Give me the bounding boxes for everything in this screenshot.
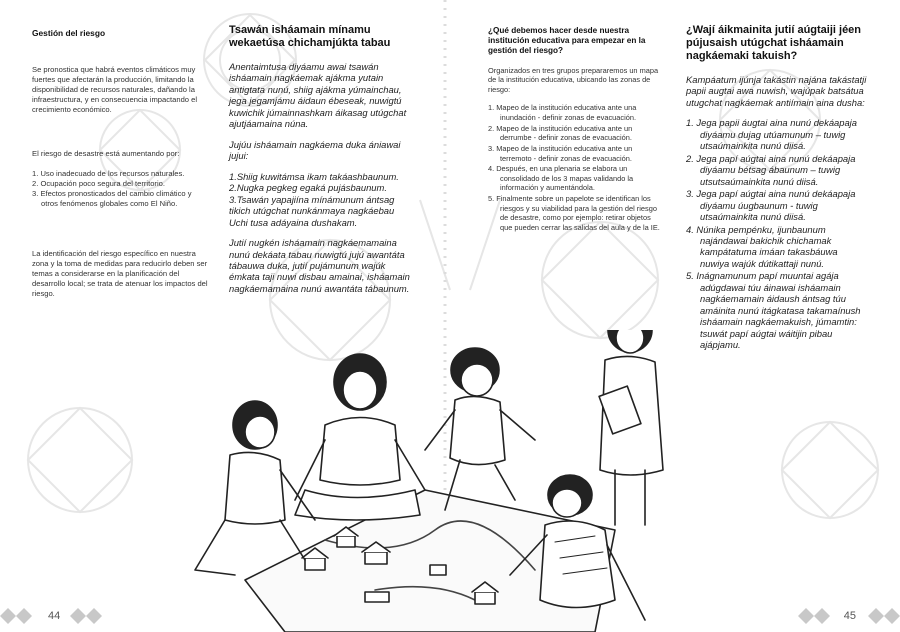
paragraph: Anentaimtusa diyáamu awai tsawán isháamain nagkáemak ajákma yutain antigtata nunú, shiig ajákma yúmainchau, jega jegamjámu áidaun ébeseak, nuwigtú kuwichik júmainnashkam áikasag utúgchat ajutjáamaina núna. bbox=[229, 60, 407, 130]
list-item: 2. Jega papí aúgtai aina nunú dekáapaja diyáamu bétsag ábaunum – tuwig utsutsaúmainkita nunú diisá. bbox=[686, 152, 856, 187]
section-heading: ¿Wají áikmainita jutií aúgtaiji jéen pújusaish utúgchat isháamain nagkáemaki takuish? bbox=[686, 24, 862, 62]
list-item: 3. Efectos pronosticados del cambio climático y otros fenómenos globales como El Niño. bbox=[32, 189, 192, 209]
list-item: 4. Núnika pempénku, ijunbaunum najándawai bakichik chichamak kampátatuma imáan takasbáuwa nuwiya wajúk dútikattaji nunú. bbox=[686, 223, 838, 269]
paragraph: Jujúu isháamain nagkáema duka ániawai jujui: bbox=[229, 138, 401, 162]
steps-list bbox=[686, 117, 868, 350]
intro-paragraph: Se pronostica que habrá eventos climáticos muy fuertes que afectarán la producción, limitando la disponibilidad de recursos naturales, dañando la infraestructura, y en consecuencia impactando el crecimiento económico. bbox=[32, 65, 198, 115]
list-item: 1. Uso inadecuado de los recursos naturales. bbox=[32, 169, 185, 179]
paragraph: Jutií nugkén isháamain nagkáemamaina nunú dekáata tabau nuwigtú jujú awantáta tábauwa duka, jutií pujámunum wajúk émkata taji nuwi disbau amainai, isháamain nagkáemamaina nunú awantáta tábaunum. bbox=[229, 237, 410, 294]
causes-list bbox=[229, 171, 415, 228]
closing-paragraph: La identificación del riesgo específico en nuestra zona y la toma de medidas para reducirlo deben ser temas a considerarse en la planificación del desarrollo local; se trata de atenuar los impactos del riesgo. bbox=[32, 249, 208, 299]
risk-causes-list bbox=[32, 169, 210, 209]
list-item: 3. Mapeo de la institución educativa ante un terremoto - definir zonas de evacuación. bbox=[488, 143, 633, 163]
section-heading: Gestión del riesgo bbox=[32, 28, 106, 38]
list-item: 1.Shiig kuwitámsa ikam takáashbaunum. bbox=[229, 170, 399, 182]
intro-paragraph: Kampáatum ijúnja takástin najána takástatji papii augtai awa nuwish, wajúpak batsátua utugchat nagkáemak antiímain aina dusha: bbox=[686, 73, 867, 108]
page-number: 45 bbox=[843, 610, 856, 622]
list-item: 5. Finalmente sobre un papelote se identifican los riesgos y su viabilidad para la gestión del riesgo de desastre, como por ejemplo: retirar objetos que pueden cerrar las salidas del aula y de la IE. bbox=[488, 194, 660, 232]
left-spanish-column bbox=[32, 28, 210, 309]
list-item: 3. Jega papí aúgtai aina nunú dekáapaja diyáamu úugbaunum - tuwig utsaúmainkita nunú diisá. bbox=[686, 188, 856, 223]
list-item: 5. Inágnamunum papí muuntai agája adúgdawai túu áinawai isháamain nagkáemamain áidaush ántsag túu amáinita nunú itágkatasa takamaínush isháamain nagkáemakuish, júmamtin: tsuwát papí aúgtai wáitijin pibau ajápjamu. bbox=[686, 270, 861, 351]
right-spanish-column bbox=[488, 26, 664, 234]
list-item: 3.Tsawán yapajiína mínámunum ántsag tikich utúgchat nunkánmaya nagkáebau Uchi tusa adáyaina dushakam. bbox=[229, 193, 395, 228]
list-item: 1. Mapeo de la institución educativa ante una inundación - definir zonas de evacuación. bbox=[488, 103, 637, 123]
page-number: 44 bbox=[48, 610, 61, 622]
risk-lead: El riesgo de desastre está aumentando por: bbox=[32, 149, 180, 159]
list-item: 4. Después, en una plenaria se elabora un consolidado de los 3 mapas validando la información y aumentándola. bbox=[488, 164, 634, 193]
steps-list bbox=[488, 103, 664, 232]
section-heading: ¿Qué debemos hacer desde nuestra institución educativa para empezar en la gestión del riesgo? bbox=[488, 26, 646, 55]
left-achuar-column bbox=[229, 24, 415, 303]
list-item: 2. Mapeo de la institución educativa ante un derrumbe - definir zonas de evacuación. bbox=[488, 123, 633, 143]
list-item: 2.Nugka pegkeg egaká pujásbaunum. bbox=[229, 182, 387, 194]
list-item: 2. Ocupación poco segura del territorio. bbox=[32, 179, 165, 189]
list-item: 1. Jega papii áugtai aina nunú dekáapaja diyáamu dujag utúamunum – tuwig utsaúmainkita nunú diisá. bbox=[686, 117, 857, 152]
right-achuar-column bbox=[686, 24, 868, 360]
intro-paragraph: Organizados en tres grupos prepararemos un mapa de la institución educativa, ubicando las zonas de riesgo: bbox=[488, 65, 659, 94]
section-heading: Tsawán isháamain mínamu wekaetúsa chichamjúkta tabau bbox=[229, 24, 391, 49]
children-mapping-illustration bbox=[175, 330, 695, 632]
